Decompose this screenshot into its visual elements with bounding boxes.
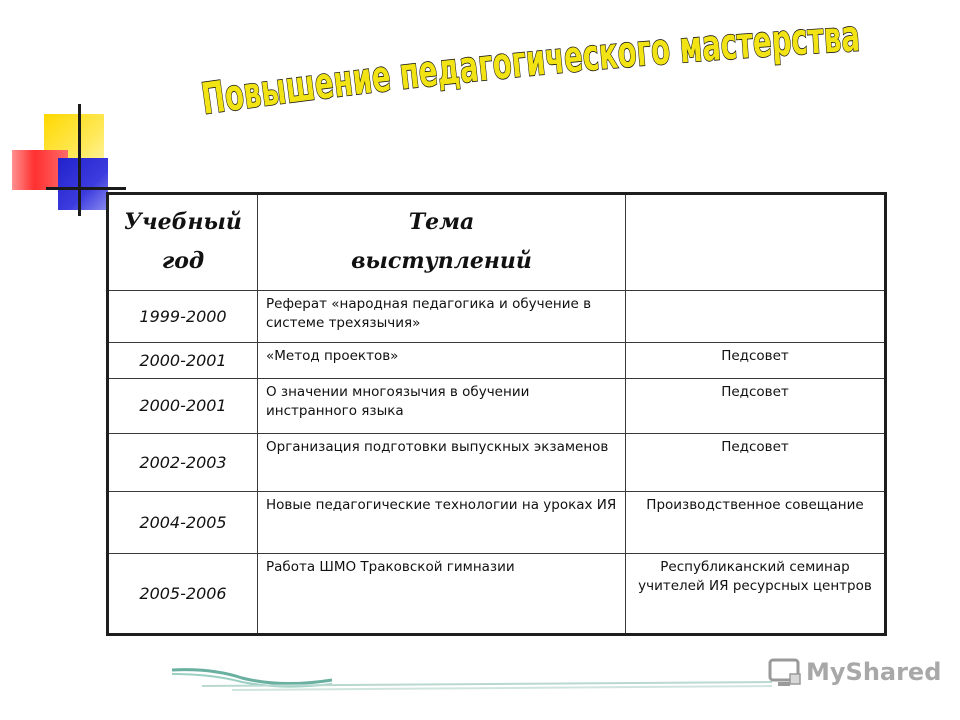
cell-year: 2005-2006	[108, 554, 258, 635]
cell-year: 2002-2003	[108, 433, 258, 491]
header-topic	[258, 194, 626, 291]
cell-topic: Реферат «народная педагогика и обучение в системе трехязычия»	[258, 290, 626, 342]
cell-topic: Организация подготовки выпускных экзаменов	[258, 433, 626, 491]
decor-horizontal-line	[46, 187, 126, 190]
table-row	[108, 343, 886, 379]
cell-topic: Работа ШМО Траковской гимназии	[258, 554, 626, 635]
header-year-line2: год	[161, 248, 205, 275]
cell-year: 2004-2005	[108, 491, 258, 553]
cell-year: 2000-2001	[108, 343, 258, 379]
footer-decor-line	[172, 664, 772, 694]
table-row	[108, 379, 886, 433]
header-topic-line1: Тема	[408, 208, 475, 235]
page-title-text: Повышение педагогического мастерства	[198, 14, 872, 125]
header-topic-line2: выступлений	[351, 248, 532, 275]
cell-place: Педсовет	[626, 379, 886, 433]
cell-year: 2000-2001	[108, 379, 258, 433]
decor-blue-square	[58, 158, 108, 210]
page-title	[196, 14, 876, 134]
cell-place: Республиканский семинар учителей ИЯ ресурсных центров	[626, 554, 886, 635]
cell-place: Педсовет	[626, 343, 886, 379]
cell-topic: «Метод проектов»	[258, 343, 626, 379]
header-place	[626, 194, 886, 291]
cell-topic: О значении многоязычия в обучении инстранного языка	[258, 379, 626, 433]
cell-place: Производственное совещание	[626, 491, 886, 553]
cell-year: 1999-2000	[108, 290, 258, 342]
table-row	[108, 491, 886, 553]
monitor-icon	[768, 656, 804, 690]
decor-vertical-line	[78, 104, 81, 216]
header-year	[108, 194, 258, 291]
table-row	[108, 554, 886, 635]
cell-place: Педсовет	[626, 433, 886, 491]
cell-place	[626, 290, 886, 342]
site-logo[interactable]: MyShared	[806, 658, 942, 686]
table-row	[108, 433, 886, 491]
svg-text:Повышение педагогического маст	[198, 14, 872, 125]
activities-table	[106, 192, 887, 636]
table-row	[108, 290, 886, 342]
cell-topic: Новые педагогические технологии на уроках ИЯ	[258, 491, 626, 553]
table-header-row	[108, 194, 886, 291]
header-year-line1: Учебный	[124, 208, 242, 235]
